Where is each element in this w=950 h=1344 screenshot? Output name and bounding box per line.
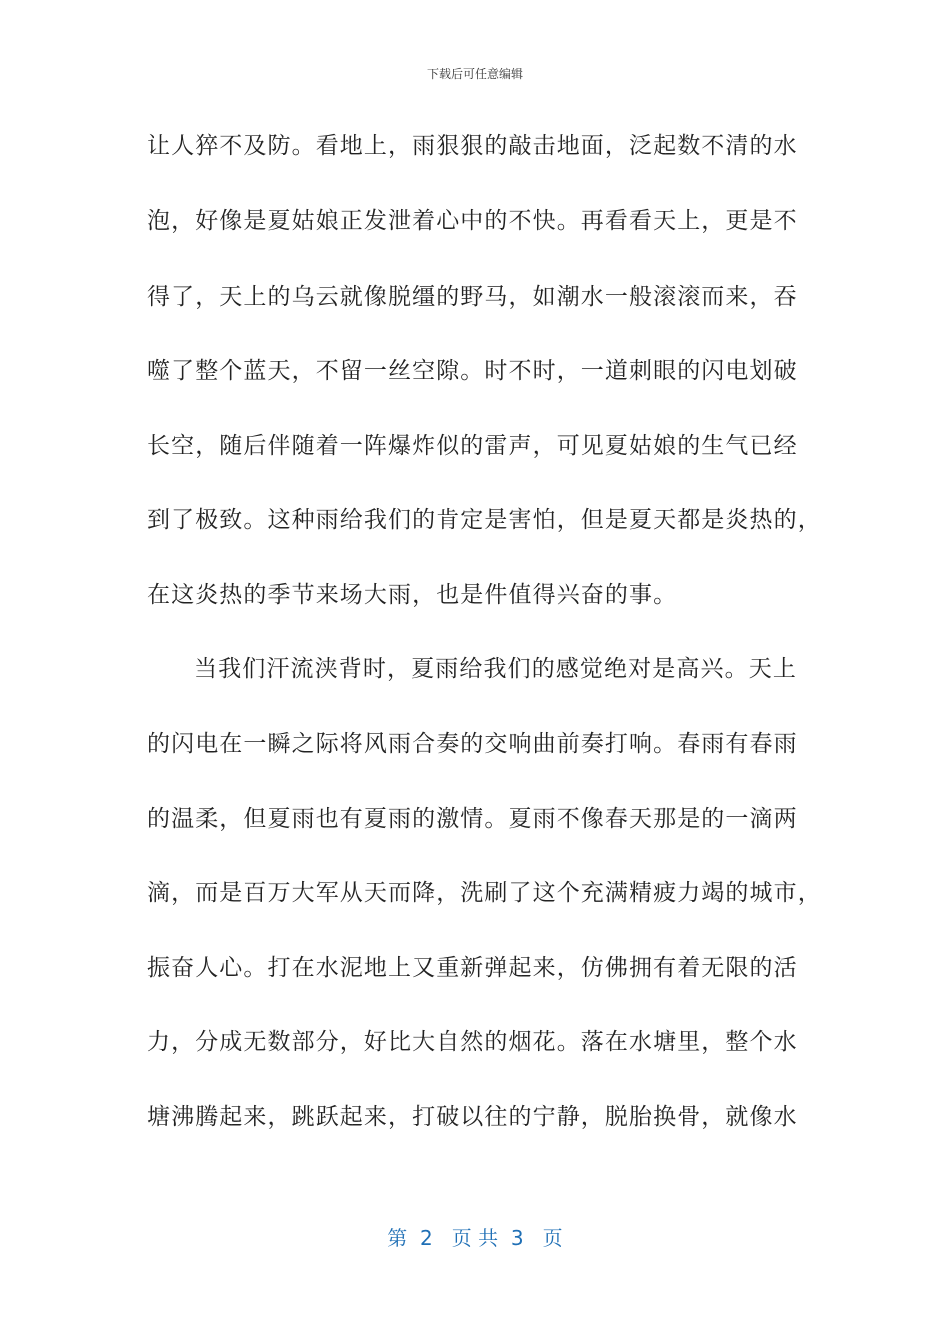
text-line: 滴，而是百万大军从天而降，洗刷了这个充满精疲力竭的城市， (147, 880, 822, 906)
text-line: 泡，好像是夏姑娘正发泄着心中的不快。再看看天上，更是不 (147, 208, 798, 234)
text-line: 长空，随后伴随着一阵爆炸似的雷声，可见夏姑娘的生气已经 (147, 433, 798, 459)
text-line: 得了，天上的乌云就像脱缰的野马，如潮水一般滚滚而来，吞 (147, 284, 798, 310)
text-line: 振奋人心。打在水泥地上又重新弹起来，仿佛拥有着无限的活 (147, 955, 798, 981)
page-header: 下载后可任意编辑 (426, 67, 523, 81)
text-line: 噬了整个蓝天，不留一丝空隙。时不时，一道刺眼的闪电划破 (147, 358, 798, 384)
text-line: 的闪电在一瞬之际将风雨合奏的交响曲前奏打响。春雨有春雨 (147, 731, 798, 757)
text-line: 到了极致。这种雨给我们的肯定是害怕，但是夏天都是炎热的， (147, 507, 822, 533)
text-line: 当我们汗流浃背时，夏雨给我们的感觉绝对是高兴。天上 (194, 656, 797, 682)
page-number-footer: 第 2 页 共 3 页 (387, 1226, 563, 1250)
text-line: 在这炎热的季节来场大雨，也是件值得兴奋的事。 (147, 582, 678, 608)
text-line: 的温柔，但夏雨也有夏雨的激情。夏雨不像春天那是的一滴两 (147, 806, 798, 832)
text-line: 力，分成无数部分，好比大自然的烟花。落在水塘里，整个水 (147, 1029, 798, 1055)
text-line: 让人猝不及防。看地上，雨狠狠的敲击地面，泛起数不清的水 (147, 133, 798, 159)
text-line: 塘沸腾起来，跳跃起来，打破以往的宁静，脱胎换骨，就像水 (147, 1104, 798, 1130)
